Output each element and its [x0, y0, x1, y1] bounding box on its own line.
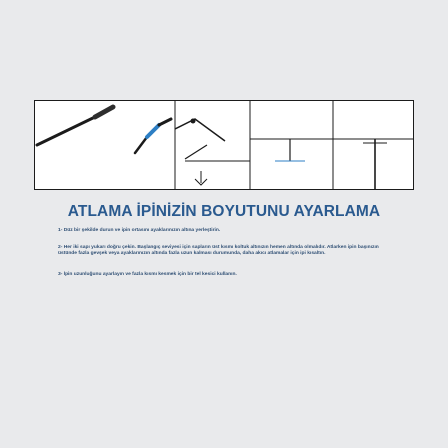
jump-rope-diagram-graphic	[35, 101, 414, 190]
jump-rope-illustration	[34, 100, 414, 190]
rope-handle-icon	[37, 107, 171, 153]
instruction-step-1: 1- Düz bir şekilde durun ve ipin ortasını ayaklarınızın altına yerleştirin.	[58, 228, 221, 233]
rope-stopper-icon	[175, 119, 250, 186]
cable-cut-icon	[333, 139, 414, 190]
instruction-list	[58, 228, 388, 289]
instruction-step-3: 3- İpin uzunluğunu ayarlayın ve fazla kısmı kesmek için bir tel kesici kullanın.	[58, 271, 237, 277]
cable-adjust-icon	[250, 139, 333, 161]
instruction-step-2: 2- Her iki sapı yukarı doğru çekin. Başlangıç seviyesi için sapların üst kısmı koltuk altınızın hemen altında olmalıdır. Atlarken ipin başınızın üstünde fazla gevşek veya ayaklarınızın altında fazla uzun kalması durumunda, daha akıcı atlamalar için ipi kısaltın.	[58, 245, 379, 257]
page-title: ATLAMA İPİNİZİN BOYUTUNU AYARLAMA	[67, 203, 381, 220]
